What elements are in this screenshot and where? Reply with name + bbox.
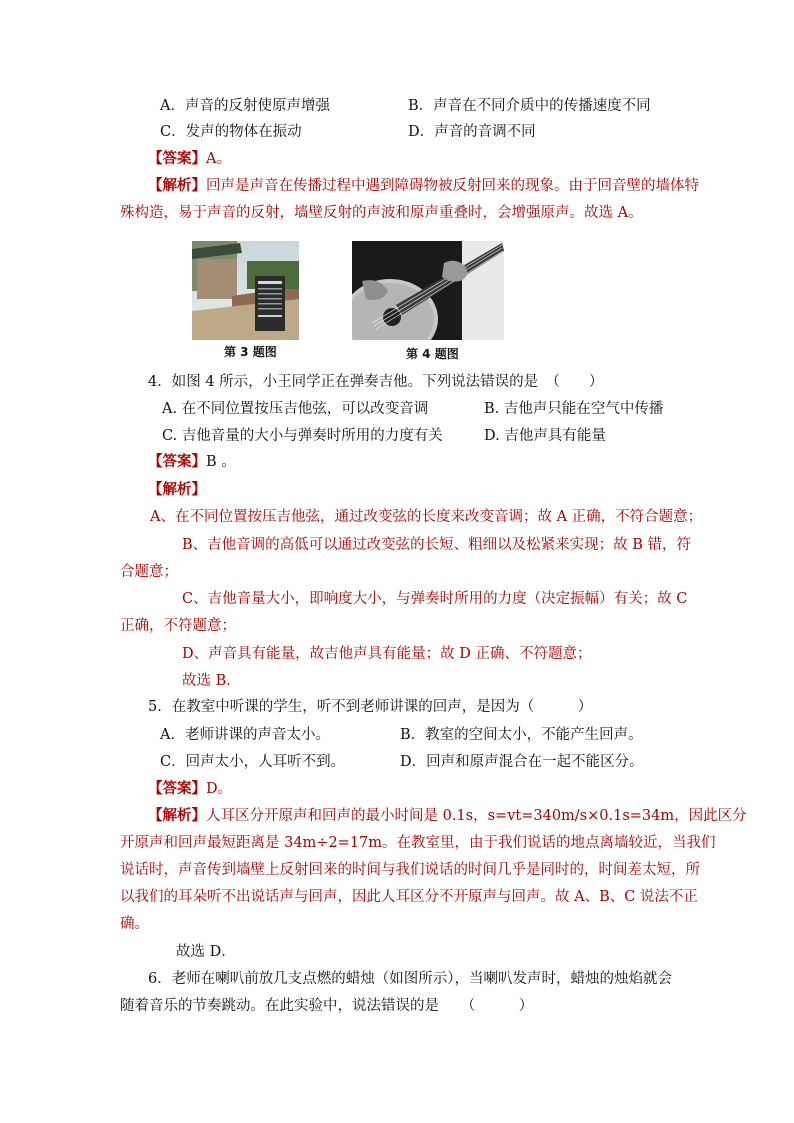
q5-option-a: A．老师讲课的声音太小。 (160, 727, 330, 743)
q3-option-b: B．声音在不同介质中的传播速度不同 (408, 98, 651, 114)
q3-option-c: C．发声的物体在振动 (160, 124, 302, 140)
q5-analysis-line-2: 开原声和回声最短距离是 34m÷2=17m。在教室里，由于我们说话的地点离墙较近，当我们 (120, 835, 716, 851)
q4-analysis-tag: 【解析】 (148, 481, 206, 498)
figure-3-echo-wall-photo (192, 241, 299, 340)
q5-option-c: C．回声太小，人耳听不到。 (160, 754, 346, 770)
analysis-tag: 【解析】 (148, 807, 206, 824)
q5-analysis-line-3: 说话时，声音传到墙壁上反射回来的时间与我们说话的时间几乎是同时的，时间差太短，所 (120, 862, 700, 878)
q6-stem-line-2: 随着音乐的节奏跳动。在此实验中，说法错误的是 （ ） (120, 998, 534, 1014)
q5-analysis-line-5: 确。 (120, 916, 149, 932)
q4-stem: 4．如图 4 所示，小王同学正在弹奏吉他。下列说法错误的是 （ ） (148, 374, 604, 390)
q4-analysis-d: D、声音具有能量，故吉他声具有能量；故 D 正确、不符题意； (182, 646, 592, 662)
figure-4-caption: 第 4 题图 (406, 347, 459, 361)
q4-analysis-c-line-1: C、吉他音量大小，即响度大小，与弹奏时所用的力度（决定振幅）有关；故 C (182, 591, 688, 607)
q6-stem-line-1: 6．老师在喇叭前放几支点燃的蜡烛（如图所示），当喇叭发声时，蜡烛的烛焰就会 (148, 971, 672, 987)
q3-analysis-line-2: 殊构造，易于声音的反射，墙壁反射的声波和原声重叠时，会增强原声。故选 A。 (120, 205, 643, 221)
q4-answer (148, 452, 236, 472)
answer-tag: 【答案】 (148, 150, 206, 167)
q5-answer (148, 779, 232, 799)
q4-option-d: D. 吉他声具有能量 (484, 428, 606, 444)
q3-analysis-line-1: 【解析】回声是声音在传播过程中遇到障碍物被反射回来的现象。由于回音壁的墙体特 (148, 177, 699, 194)
q4-analysis-b-line-2: 合题意； (120, 564, 178, 580)
q4-analysis-c-line-2: 正确，不符题意； (120, 618, 236, 634)
q4-analysis-b-line-1: B、吉他音调的高低可以通过改变弦的长短、粗细以及松紧来实现；故 B 错，符 (182, 537, 692, 553)
answer-tag: 【答案】 (148, 780, 206, 797)
q4-conclusion: 故选 B． (182, 673, 241, 689)
q5-stem: 5．在教室中听课的学生，听不到老师讲课的回声，是因为（ ） (148, 699, 593, 715)
answer-value: B 。 (206, 454, 236, 470)
q5-option-d: D．回声和原声混合在一起不能区分。 (400, 754, 644, 770)
answer-tag: 【答案】 (148, 453, 206, 470)
q5-analysis-line-4: 以我们的耳朵听不出说话声与回声，因此人耳区分不开原声与回声。故 A、B、C 说法不正 (120, 889, 698, 905)
q4-option-b: B. 吉他声只能在空气中传播 (484, 401, 664, 417)
q5-conclusion: 故选 D． (176, 944, 236, 960)
figure-4-guitar-photo (352, 241, 504, 340)
answer-value: D。 (206, 781, 233, 797)
answer-value: A。 (206, 151, 231, 167)
q4-analysis-a: A、在不同位置按压吉他弦，通过改变弦的长度来改变音调；故 A 正确，不符合题意； (150, 509, 703, 525)
q4-option-a: A. 在不同位置按压吉他弦，可以改变音调 (162, 401, 429, 417)
q4-option-c: C. 吉他音量的大小与弹奏时所用的力度有关 (162, 428, 443, 444)
q3-answer (148, 149, 231, 169)
q5-option-b: B．教室的空间太小，不能产生回声。 (400, 727, 643, 743)
q5-analysis-line-1: 【解析】人耳区分开原声和回声的最小时间是 0.1s，s=vt=340m/s×0.1s=34m，因此区分 (148, 807, 747, 824)
q3-option-a: A．声音的反射使原声增强 (160, 98, 330, 114)
figure-3-caption: 第 3 题图 (224, 345, 277, 359)
analysis-tag: 【解析】 (148, 177, 206, 194)
q3-option-d: D．声音的音调不同 (408, 124, 536, 140)
